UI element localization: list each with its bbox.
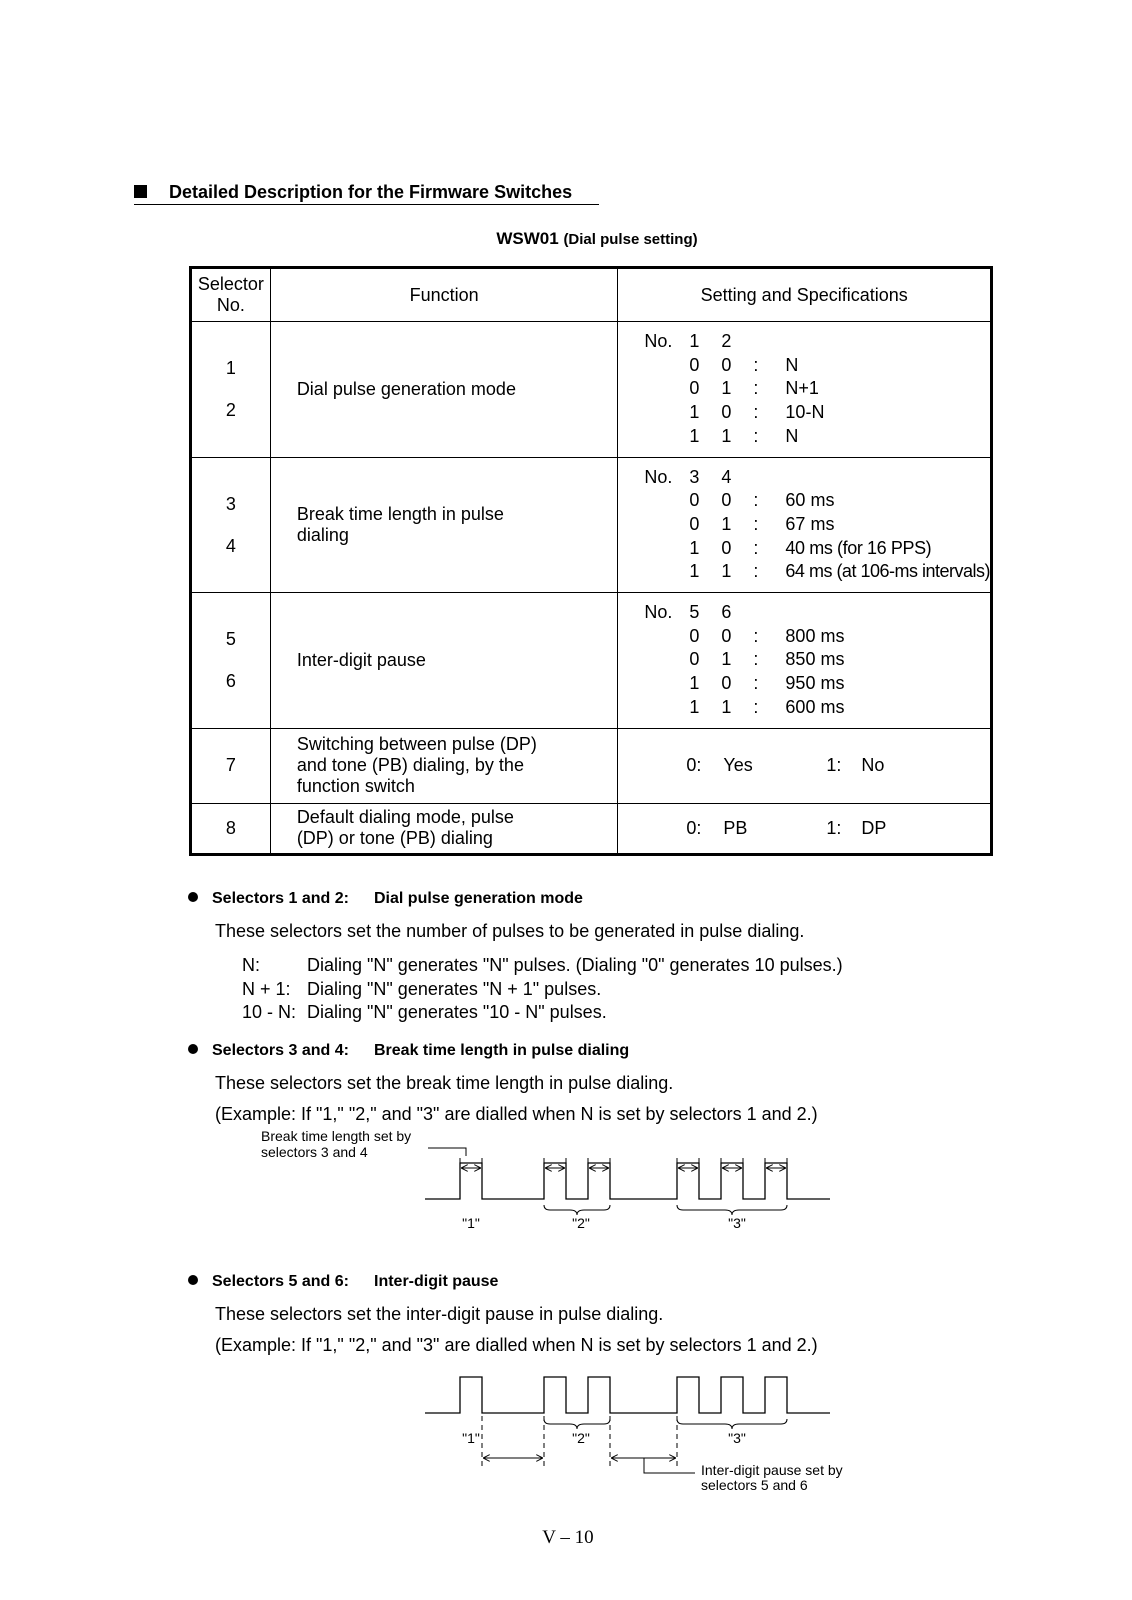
settings-line bbox=[644, 354, 990, 378]
settings-line bbox=[644, 377, 990, 401]
bit-b: 1 bbox=[721, 561, 732, 582]
settings-cell bbox=[618, 593, 992, 729]
table-row bbox=[191, 322, 992, 458]
section-s34-example: (Example: If "1," "2," and "3" are dialled when N is set by selectors 1 and 2.) bbox=[215, 1104, 818, 1124]
settings-cell bbox=[618, 322, 992, 458]
settings-line bbox=[644, 560, 990, 584]
bullet-dot-icon bbox=[188, 1275, 198, 1285]
setting-value: 40 ms (for 16 PPS) bbox=[785, 537, 932, 558]
digit-label: "1" bbox=[462, 1430, 480, 1446]
annotation-leader-line bbox=[428, 1148, 466, 1156]
bit-a: 1 bbox=[689, 425, 700, 446]
bit-b: 1 bbox=[721, 378, 732, 399]
option-zero bbox=[686, 818, 826, 839]
definition-text: Dialing "N" generates "N + 1" pulses. bbox=[307, 978, 602, 999]
separator: : bbox=[753, 537, 759, 558]
section-label: Selectors 3 and 4: bbox=[212, 1042, 349, 1059]
bit-a: 1 bbox=[689, 331, 700, 351]
digit-braces bbox=[544, 1205, 787, 1215]
settings-header-line bbox=[644, 601, 990, 625]
option-key: 1: bbox=[826, 817, 842, 838]
settings-line bbox=[644, 489, 990, 513]
bit-a: 1 bbox=[689, 696, 700, 717]
setting-value: 60 ms bbox=[785, 490, 835, 511]
separator: : bbox=[753, 696, 759, 717]
bit-a: 0 bbox=[689, 649, 700, 670]
bit-a: 1 bbox=[689, 673, 700, 694]
setting-value: 600 ms bbox=[785, 696, 845, 717]
digit-label: "1" bbox=[462, 1215, 480, 1231]
bit-b: 0 bbox=[721, 625, 732, 646]
bit-a: 1 bbox=[689, 402, 700, 423]
selector-cell bbox=[191, 322, 271, 458]
annotation-line: Break time length set by bbox=[261, 1128, 412, 1144]
bit-a: 5 bbox=[689, 602, 700, 623]
option-value: DP bbox=[861, 817, 887, 838]
bit-b: 6 bbox=[721, 602, 732, 623]
firmware-switch-table bbox=[189, 266, 993, 856]
setting-value: 850 ms bbox=[785, 649, 845, 670]
function-text: Default dialing mode, pulse (DP) or tone (PB) dialing bbox=[296, 807, 514, 849]
table-row bbox=[191, 803, 992, 854]
table-row bbox=[191, 728, 992, 803]
setting-value: N+1 bbox=[785, 378, 819, 399]
selector-cell: 8 bbox=[191, 803, 271, 854]
setting-value: 64 ms (at 106-ms intervals) bbox=[785, 561, 990, 582]
option-key: 1: bbox=[826, 755, 842, 776]
annotation-line: Inter-digit pause set by bbox=[701, 1462, 843, 1478]
settings-label: No. bbox=[644, 602, 673, 623]
settings-header-line bbox=[644, 466, 990, 490]
separator: : bbox=[753, 625, 759, 646]
section-label: Selectors 5 and 6: bbox=[212, 1273, 349, 1290]
bit-a: 1 bbox=[689, 561, 700, 582]
setting-value: 800 ms bbox=[785, 625, 845, 646]
digit-label: "2" bbox=[572, 1430, 590, 1446]
option-one bbox=[826, 818, 886, 839]
function-cell bbox=[270, 728, 618, 803]
bullet-dot-icon bbox=[188, 892, 198, 902]
definition-item bbox=[242, 954, 843, 978]
separator: : bbox=[753, 378, 759, 399]
selector-cell bbox=[191, 593, 271, 729]
selector-cell bbox=[191, 457, 271, 593]
definition-item bbox=[242, 1001, 843, 1025]
option-value: No bbox=[861, 755, 885, 776]
bit-b: 1 bbox=[721, 513, 732, 534]
option-key: 0: bbox=[686, 755, 702, 776]
section-s56-example: (Example: If "1," "2," and "3" are dialled when N is set by selectors 1 and 2.) bbox=[215, 1335, 818, 1355]
selector-number: 2 bbox=[225, 400, 236, 421]
option-one bbox=[826, 755, 884, 776]
separator: : bbox=[753, 354, 759, 375]
bit-b: 0 bbox=[721, 490, 732, 511]
pulse-waveform bbox=[425, 1377, 830, 1413]
function-cell: Inter-digit pause bbox=[270, 593, 618, 729]
bit-b: 0 bbox=[721, 537, 732, 558]
section-s56-heading bbox=[188, 1273, 498, 1291]
separator: : bbox=[753, 561, 759, 582]
settings-line bbox=[644, 513, 990, 537]
break-time-diagram bbox=[250, 1128, 850, 1238]
selector-number: 5 bbox=[225, 629, 236, 650]
section-title: Inter-digit pause bbox=[374, 1273, 499, 1290]
selector-number: 3 bbox=[225, 493, 236, 514]
option-value: Yes bbox=[723, 755, 753, 776]
bit-a: 0 bbox=[689, 378, 700, 399]
function-cell bbox=[270, 457, 618, 593]
option-zero bbox=[686, 755, 826, 776]
section-label: Selectors 1 and 2: bbox=[212, 890, 349, 907]
digit-label: "2" bbox=[572, 1215, 590, 1231]
definition-term: N + 1: bbox=[242, 978, 291, 999]
definition-term: 10 - N: bbox=[242, 1002, 297, 1022]
definition-text: Dialing "N" generates "10 - N" pulses. bbox=[307, 1002, 607, 1022]
table-title bbox=[0, 229, 1132, 249]
setting-value: 67 ms bbox=[785, 513, 835, 534]
selector-number: 6 bbox=[225, 671, 236, 692]
table-row bbox=[191, 457, 992, 593]
settings-cell bbox=[618, 803, 992, 854]
section-heading-text: Detailed Description for the Firmware Switches bbox=[169, 182, 573, 202]
definition-list bbox=[242, 954, 843, 1025]
definition-term: N: bbox=[242, 955, 260, 975]
function-text: Break time length in pulse dialing bbox=[296, 503, 504, 545]
bit-a: 3 bbox=[689, 466, 700, 487]
function-cell bbox=[270, 803, 618, 854]
separator: : bbox=[753, 649, 759, 670]
inter-digit-pause-diagram bbox=[250, 1370, 870, 1500]
section-s56-text: These selectors set the inter-digit pause in pulse dialing. bbox=[215, 1304, 664, 1324]
table-title-name: WSW01 bbox=[496, 229, 559, 248]
section-s34-heading bbox=[188, 1042, 629, 1060]
function-text: Switching between pulse (DP) and tone (PB) dialing, by the function switch bbox=[296, 734, 537, 797]
page-number: V – 10 bbox=[542, 1527, 594, 1548]
settings-cell bbox=[618, 728, 992, 803]
definition-item bbox=[242, 978, 843, 1002]
section-title: Break time length in pulse dialing bbox=[374, 1042, 630, 1059]
settings-line bbox=[644, 625, 990, 649]
annotation-leader-line bbox=[644, 1458, 695, 1473]
settings-line bbox=[644, 401, 990, 425]
bit-b: 2 bbox=[721, 331, 732, 351]
table-row bbox=[191, 593, 992, 729]
settings-line bbox=[644, 672, 990, 696]
annotation-line: selectors 5 and 6 bbox=[701, 1477, 808, 1493]
bullet-dot-icon bbox=[188, 1044, 198, 1054]
bit-b: 0 bbox=[721, 402, 732, 423]
digit-braces bbox=[544, 1419, 787, 1429]
settings-label: No. bbox=[644, 331, 673, 351]
bit-a: 1 bbox=[689, 537, 700, 558]
bit-b: 4 bbox=[721, 466, 732, 487]
setting-value: 10-N bbox=[785, 402, 825, 423]
header-selector-text: Selector No. bbox=[197, 274, 264, 315]
bit-b: 1 bbox=[721, 649, 732, 670]
bit-b: 1 bbox=[721, 425, 732, 446]
bit-b: 0 bbox=[721, 354, 732, 375]
separator: : bbox=[753, 402, 759, 423]
bit-a: 0 bbox=[689, 354, 700, 375]
setting-value: N bbox=[785, 354, 799, 375]
header-selector-no bbox=[191, 268, 271, 322]
square-bullet-icon bbox=[134, 185, 147, 198]
settings-line bbox=[644, 537, 990, 561]
table-title-subtitle: (Dial pulse setting) bbox=[563, 231, 698, 248]
setting-value: N bbox=[785, 425, 799, 446]
separator: : bbox=[753, 513, 759, 534]
digit-label: "3" bbox=[728, 1430, 746, 1446]
settings-cell bbox=[618, 457, 992, 593]
option-key: 0: bbox=[686, 817, 702, 838]
separator: : bbox=[753, 490, 759, 511]
header-settings: Setting and Specifications bbox=[618, 268, 992, 322]
setting-value: 950 ms bbox=[785, 673, 845, 694]
option-value: PB bbox=[723, 817, 748, 838]
function-cell: Dial pulse generation mode bbox=[270, 322, 618, 458]
settings-line bbox=[644, 425, 990, 449]
selector-cell: 7 bbox=[191, 728, 271, 803]
bit-b: 1 bbox=[721, 696, 732, 717]
settings-label: No. bbox=[644, 466, 673, 487]
definition-text: Dialing "N" generates "N" pulses. (Dialing "0" generates 10 pulses.) bbox=[307, 955, 843, 975]
selector-number: 1 bbox=[225, 358, 236, 379]
settings-line bbox=[644, 696, 990, 720]
annotation-line: selectors 3 and 4 bbox=[261, 1144, 368, 1160]
digit-label: "3" bbox=[728, 1215, 746, 1231]
separator: : bbox=[753, 425, 759, 446]
bit-a: 0 bbox=[689, 490, 700, 511]
header-function: Function bbox=[270, 268, 618, 322]
bit-b: 0 bbox=[721, 673, 732, 694]
break-time-arrows bbox=[460, 1158, 787, 1176]
settings-line bbox=[644, 648, 990, 672]
settings-header-line bbox=[644, 330, 990, 354]
table-header-row bbox=[191, 268, 992, 322]
bit-a: 0 bbox=[689, 625, 700, 646]
section-s12-text: These selectors set the number of pulses to be generated in pulse dialing. bbox=[215, 921, 805, 941]
section-s34-text: These selectors set the break time length in pulse dialing. bbox=[215, 1073, 674, 1093]
section-heading bbox=[134, 182, 599, 205]
selector-number: 4 bbox=[225, 535, 236, 556]
bit-a: 0 bbox=[689, 513, 700, 534]
section-title: Dial pulse generation mode bbox=[374, 890, 583, 907]
separator: : bbox=[753, 673, 759, 694]
section-s12-heading bbox=[188, 890, 583, 908]
